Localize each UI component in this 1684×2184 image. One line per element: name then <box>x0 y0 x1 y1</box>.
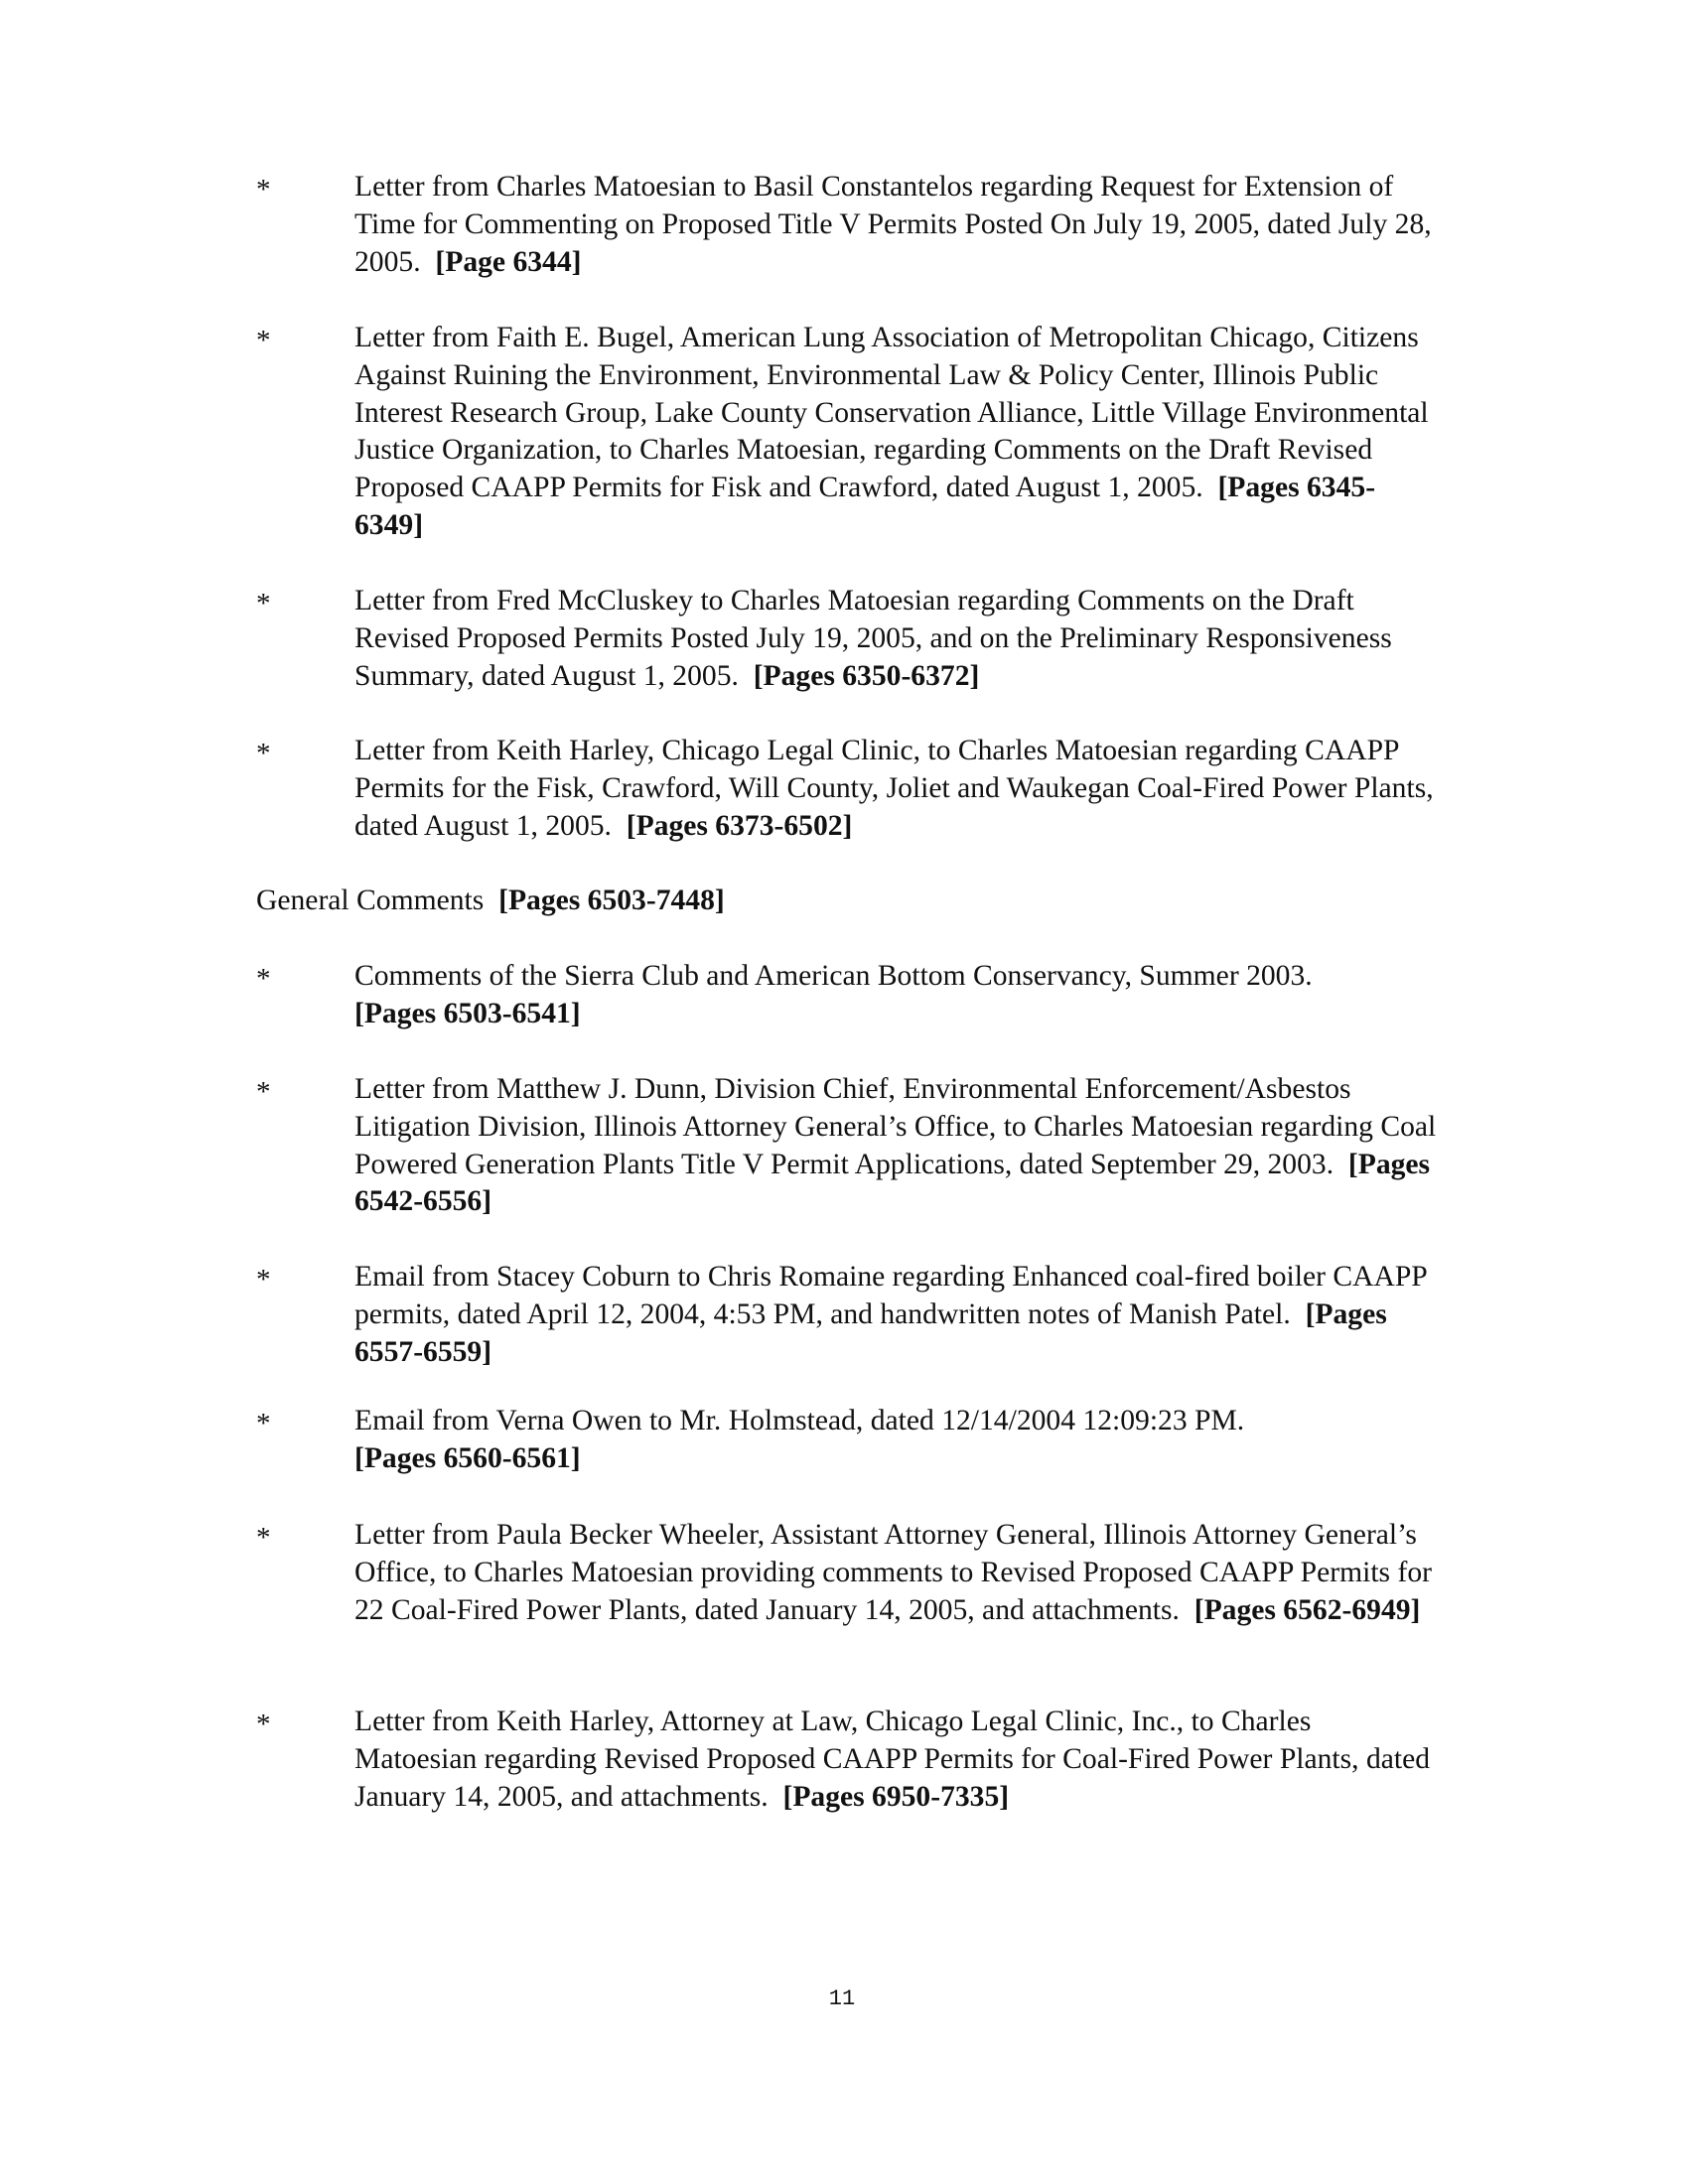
bullet-asterisk: * <box>256 1708 271 1740</box>
page-reference: [Pages 6345-6349] <box>354 472 1376 541</box>
entry-description: Letter from Keith Harley, Chicago Legal Clinic, to Charles Matoesian regarding CAAPP Permits for the Fisk, Crawford, Will County, Joliet and Waukegan Coal-Fired Power Plants, dated August 1, 2005. <box>354 735 1434 842</box>
entry-description: Letter from Paula Becker Wheeler, Assistant Attorney General, Illinois Attorney General’s Office, to Charles Matoesian providing comments to Revised Proposed CAAPP Permits for 22 Coal-Fired Power Plants, dated January 14, 2005, and attachments. <box>354 1519 1432 1626</box>
bullet-asterisk: * <box>256 738 271 769</box>
bullet-asterisk: * <box>256 325 271 356</box>
entry-description: Letter from Charles Matoesian to Basil Constantelos regarding Request for Extension of Time for Commenting on Proposed Title V Permits Posted On July 19, 2005, dated July 28, 2005. <box>354 171 1432 278</box>
entry-description: Letter from Keith Harley, Attorney at Law, Chicago Legal Clinic, Inc., to Charles Matoesian regarding Revised Proposed CAAPP Permits for Coal-Fired Power Plants, dated January 14, 2005, and attachments. <box>354 1706 1431 1813</box>
bullet-asterisk: * <box>256 1522 271 1554</box>
bullet-asterisk: * <box>256 1264 271 1296</box>
bullet-asterisk: * <box>256 174 271 205</box>
bullet-asterisk: * <box>256 1408 271 1439</box>
page-number: 11 <box>828 1986 856 2011</box>
page-reference: [Pages 6503-6541] <box>354 997 581 1029</box>
list-item-text <box>354 1704 1437 1816</box>
list-item-text <box>354 169 1437 281</box>
page-reference: [Pages 6950-7335] <box>782 1780 1010 1813</box>
entry-description: Letter from Fred McCluskey to Charles Matoesian regarding Comments on the Draft Revised Proposed Permits Posted July 19, 2005, and on the Preliminary Responsiveness Summary, dated August 1, 2005. <box>354 585 1392 692</box>
entry-description: Email from Verna Owen to Mr. Holmstead, dated 12/14/2004 12:09:23 PM. <box>354 1405 1245 1436</box>
list-item-text <box>354 1517 1437 1629</box>
list-item-text <box>354 583 1437 695</box>
page-reference: [Pages 6557-6559] <box>354 1297 1387 1368</box>
list-item-text <box>354 1259 1437 1371</box>
page-reference: [Pages 6542-6556] <box>354 1148 1431 1218</box>
list-item-text <box>354 958 1437 1033</box>
section-heading <box>256 883 725 920</box>
page-reference: [Page 6344] <box>435 245 582 278</box>
entry-description: Letter from Faith E. Bugel, American Lung Association of Metropolitan Chicago, Citizens Against Ruining the Environment, Environmental Law & Policy Center, Illinois Public Interest Research Group, Lake County Conservation Alliance, Little Village Environmental Justice Organization, to Charles Matoesian, regarding Comments on the Draft Revised Proposed CAAPP Permits for Fisk and Crawford, dated August 1, 2005. <box>354 322 1429 504</box>
bullet-asterisk: * <box>256 963 271 995</box>
page-reference: [Pages 6562-6949] <box>1193 1593 1421 1626</box>
list-item-text <box>354 733 1437 845</box>
section-page-reference: [Pages 6503-7448] <box>498 885 725 916</box>
entry-description: Letter from Matthew J. Dunn, Division Chief, Environmental Enforcement/Asbestos Litigation Division, Illinois Attorney General’s Office, to Charles Matoesian regarding Coal Powered Generation Plants Title V Permit Applications, dated September 29, 2003. <box>354 1073 1437 1180</box>
bullet-asterisk: * <box>256 1076 271 1108</box>
list-item-text <box>354 1071 1437 1221</box>
page-reference: [Pages 6373-6502] <box>626 809 853 842</box>
page-reference: [Pages 6350-6372] <box>753 659 980 692</box>
list-item-text <box>354 1403 1437 1478</box>
entry-description: Comments of the Sierra Club and American Bottom Conservancy, Summer 2003. <box>354 960 1313 992</box>
entry-description: Email from Stacey Coburn to Chris Romaine regarding Enhanced coal-fired boiler CAAPP permits, dated April 12, 2004, 4:53 PM, and handwritten notes of Manish Patel. <box>354 1261 1427 1330</box>
bullet-asterisk: * <box>256 588 271 619</box>
list-item-text <box>354 320 1437 545</box>
section-title: General Comments <box>256 885 485 916</box>
page-reference: [Pages 6560-6561] <box>354 1441 581 1474</box>
